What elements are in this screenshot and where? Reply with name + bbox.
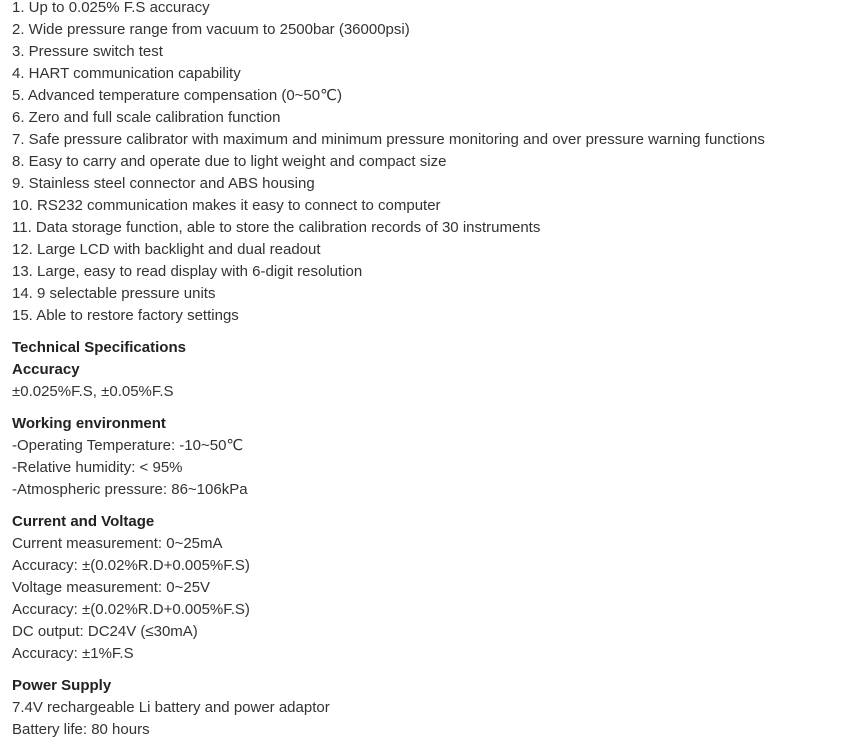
current-voltage-line: Accuracy: ±1%F.S xyxy=(12,645,134,662)
feature-item: 8. Easy to carry and operate due to light weight and compact size xyxy=(12,153,447,170)
feature-item: 1. Up to 0.025% F.S accuracy xyxy=(12,0,210,16)
accuracy-line: ±0.025%F.S, ±0.05%F.S xyxy=(12,383,174,400)
power-heading: Power Supply xyxy=(12,677,112,694)
accuracy-heading: Accuracy xyxy=(12,361,80,378)
environment-line: -Atmospheric pressure: 86~106kPa xyxy=(12,481,248,498)
environment-heading: Working environment xyxy=(12,415,166,432)
current-voltage-line: Current measurement: 0~25mA xyxy=(12,535,223,552)
power-line: Battery life: 80 hours xyxy=(12,721,150,738)
feature-item: 9. Stainless steel connector and ABS housing xyxy=(12,175,315,192)
product-description xyxy=(12,0,847,741)
feature-item: 14. 9 selectable pressure units xyxy=(12,285,216,302)
current-voltage-line: Voltage measurement: 0~25V xyxy=(12,579,211,596)
current-voltage-heading: Current and Voltage xyxy=(12,513,155,530)
current-voltage-line: Accuracy: ±(0.02%R.D+0.005%F.S) xyxy=(12,557,250,574)
feature-item: 2. Wide pressure range from vacuum to 2500bar (36000psi) xyxy=(12,21,410,38)
current-voltage-line: DC output: DC24V (≤30mA) xyxy=(12,623,198,640)
specifications-section xyxy=(12,337,847,741)
environment-line: -Relative humidity: < 95% xyxy=(12,459,183,476)
feature-item: 4. HART communication capability xyxy=(12,65,241,82)
feature-item: 12. Large LCD with backlight and dual readout xyxy=(12,241,321,258)
feature-item: 11. Data storage function, able to store the calibration records of 30 instruments xyxy=(12,219,541,236)
feature-item: 7. Safe pressure calibrator with maximum and minimum pressure monitoring and over pressure warning functions xyxy=(12,131,765,148)
feature-item: 6. Zero and full scale calibration function xyxy=(12,109,281,126)
feature-item: 15. Able to restore factory settings xyxy=(12,307,239,324)
feature-item: 13. Large, easy to read display with 6-digit resolution xyxy=(12,263,363,280)
current-voltage-line: Accuracy: ±(0.02%R.D+0.005%F.S) xyxy=(12,601,250,618)
feature-item: 5. Advanced temperature compensation (0~50℃) xyxy=(12,87,342,104)
feature-item: 3. Pressure switch test xyxy=(12,43,163,60)
power-line: 7.4V rechargeable Li battery and power adaptor xyxy=(12,699,330,716)
environment-line: -Operating Temperature: -10~50℃ xyxy=(12,437,244,454)
feature-item: 10. RS232 communication makes it easy to connect to computer xyxy=(12,197,441,214)
specs-title: Technical Specifications xyxy=(12,339,186,356)
feature-list xyxy=(12,0,847,327)
